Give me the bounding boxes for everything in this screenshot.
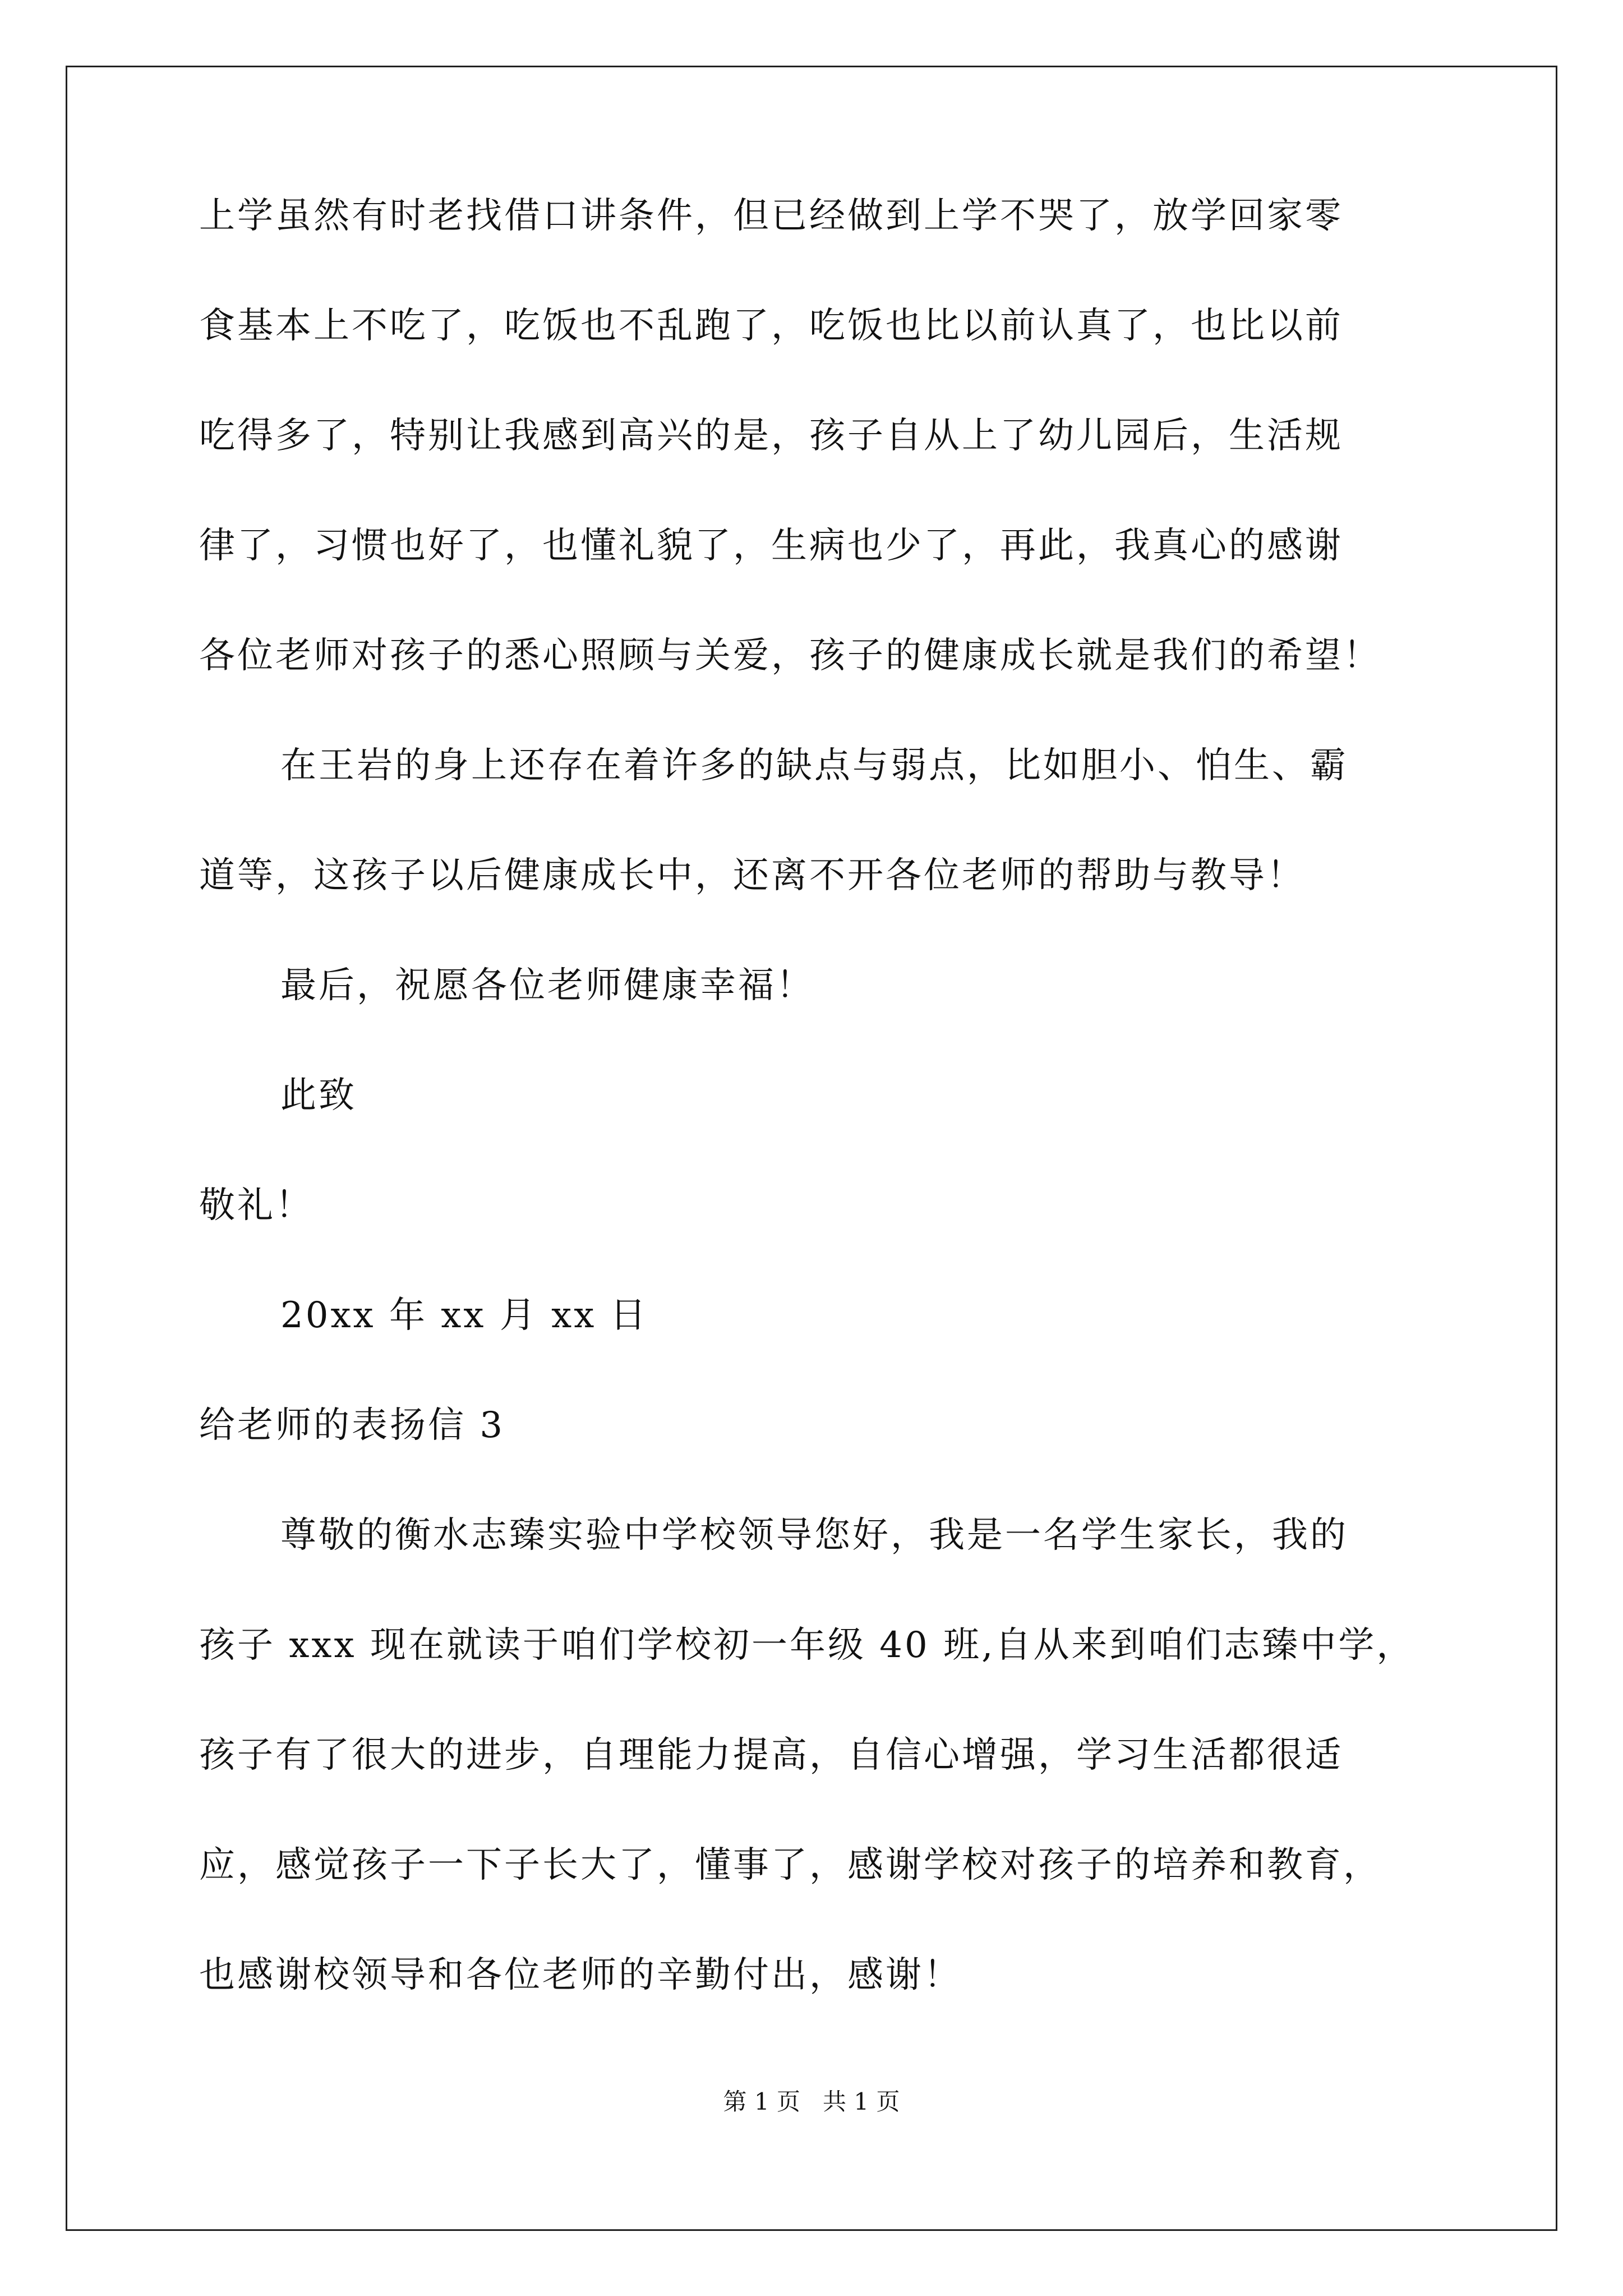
text-line: 各位老师对孩子的悉心照顾与关爱，孩子的健康成长就是我们的希望！	[199, 635, 1381, 677]
section-title: 给老师的表扬信 3	[199, 1405, 505, 1446]
text-line: 孩子有了很大的进步，自理能力提高，自信心增强，学习生活都很适	[199, 1734, 1343, 1776]
text-line: 最后，祝愿各位老师健康幸福！	[280, 965, 814, 1006]
text-line: 食基本上不吃了，吃饭也不乱跑了，吃饭也比以前认真了，也比以前	[199, 305, 1343, 347]
text-line: 应，感觉孩子一下子长大了，懂事了，感谢学校对孩子的培养和教育，	[199, 1844, 1381, 1886]
salutation-line: 敬礼！	[199, 1185, 313, 1226]
text-line: 道等，这孩子以后健康成长中，还离不开各位老师的帮助与教导！	[199, 855, 1305, 896]
text-line: 在王岩的身上还存在着许多的缺点与弱点，比如胆小、怕生、霸	[280, 745, 1348, 786]
page-footer: 第 1 页 共 1 页	[723, 2088, 900, 2115]
text-line: 律了，习惯也好了，也懂礼貌了，生病也少了，再此，我真心的感谢	[199, 525, 1343, 567]
page-border	[66, 66, 1557, 2231]
text-line: 孩子 xxx 现在就读于咱们学校初一年级 40 班,自从来到咱们志臻中学，	[199, 1625, 1415, 1666]
text-line: 也感谢校领导和各位老师的辛勤付出，感谢！	[199, 1954, 962, 1996]
date-line: 20xx 年 xx 月 xx 日	[280, 1295, 648, 1336]
text-line: 吃得多了，特别让我感到高兴的是，孩子自从上了幼儿园后，生活规	[199, 415, 1343, 457]
text-line: 尊敬的衡水志臻实验中学校领导您好，我是一名学生家长，我的	[280, 1515, 1348, 1556]
text-line: 上学虽然有时老找借口讲条件，但已经做到上学不哭了，放学回家零	[199, 195, 1343, 237]
closing-line: 此致	[280, 1075, 357, 1116]
